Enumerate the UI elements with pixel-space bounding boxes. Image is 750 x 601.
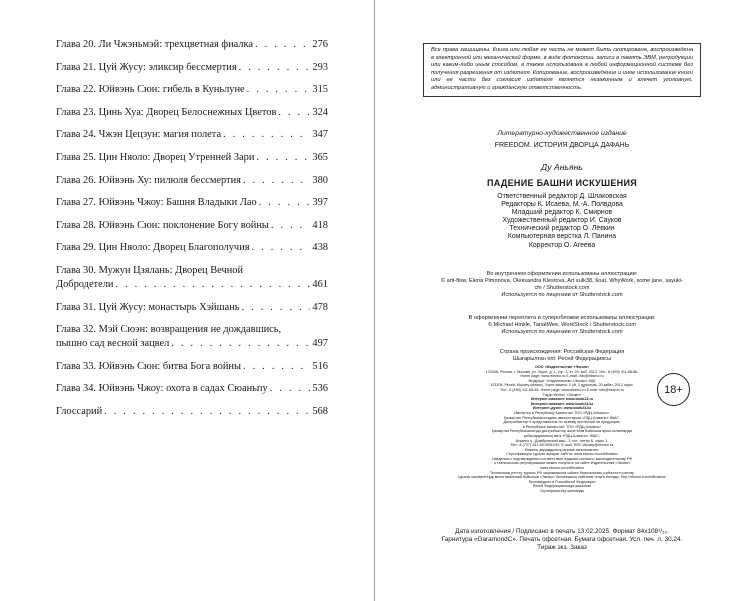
toc-entry xyxy=(56,151,328,165)
credit-line: В оформлении переплета и суперобложки использованы иллюстрации: xyxy=(468,315,656,321)
toc-leader-dots xyxy=(278,106,310,120)
publisher-line: Интернет-магазин: www.book24.kz xyxy=(530,401,594,406)
toc-title: Глава 24. Чжэн Цецзун: магия полета xyxy=(56,129,222,141)
genre-label: Литературно-художественное издание xyxy=(497,130,627,137)
toc-leader-dots xyxy=(247,83,311,97)
staff-line: Компьютерная верстка Л. Панина xyxy=(507,233,617,241)
toc-leader-dots xyxy=(252,241,311,255)
publisher-line: Техникалық реттеу туралы РФ заңнамасына сәйкес басылымның сәйкестігін растау xyxy=(490,470,634,475)
print-detail-line: Дата изготовления / Подписано в печать 13.02.2025. Формат 84x108¹/₃₂. xyxy=(455,528,669,535)
toc-line xyxy=(56,106,328,120)
publisher-line: Тауар белгісі: «Эксмо» xyxy=(542,392,582,397)
publisher-line: туралы мәліметтерді мына мекенжай бойынша «Эксмо» баспасының сайтынан алуға болады: http://eksmo.ru/certification/ xyxy=(457,475,667,480)
toc-title: Глава 25. Цин Няоло: Дворец Утренней Зари xyxy=(56,151,255,163)
toc-line xyxy=(56,38,328,52)
toc-line xyxy=(56,241,328,255)
toc-entry xyxy=(56,264,328,292)
toc-entry xyxy=(56,174,328,188)
toc-title: Глава 26. Юйвэнь Ху: пилюля бессмертия xyxy=(56,174,241,186)
publisher-line: Импортер в Республику Казахстан ТОО «РДЦ-Алматы». xyxy=(513,410,611,415)
origin-line: Шығарылған елі: Ресей Федерациясы xyxy=(512,356,612,362)
toc-page-number: 347 xyxy=(312,129,328,141)
interior-illustrations-credits xyxy=(423,271,701,299)
toc-leader-dots xyxy=(239,61,311,75)
publisher-line: в Республике Казахстан: ТОО «РДЦ-Алматы» xyxy=(522,424,602,429)
toc-title: Глава 29. Цин Няоло: Дворец Благополучия xyxy=(56,242,250,254)
toc-entry xyxy=(56,405,328,419)
credit-line: chi / Shutterstock.com xyxy=(534,285,590,291)
toc-leader-dots xyxy=(104,405,310,419)
publisher-line: www.eksmo.ru/certification xyxy=(540,466,584,471)
toc-title-line: Глава 32. Мэй Сюэн: возвращения не дождавшись, xyxy=(56,324,282,336)
publisher-line: Тел.: 8 (495) 411-68-86. Home page: www.eksmo.ru E-mail: info@eksmo.ru xyxy=(500,387,624,392)
toc-page-number: 438 xyxy=(312,242,328,254)
toc-line xyxy=(56,360,328,374)
publisher-line: Дистрибьютор и представитель по приему претензий на продукцию, xyxy=(503,420,621,425)
credit-line: Используется по лицензии от Shutterstock.com xyxy=(501,329,623,335)
toc-entry xyxy=(56,219,328,233)
publisher-line: қабылдаушының өкілі «РДЦ-Алматы» ЖШС, xyxy=(523,433,601,438)
toc-leader-dots xyxy=(256,151,310,165)
staff-line: Корректор О. Агеева xyxy=(528,241,596,249)
toc-page-number: 315 xyxy=(312,84,328,96)
publisher-line: 123308, Россия, г. Москва, ул. Зорге, д. 1, стр. 1, эт. 20, каб. 2013. Тел.: 8 (495) 411-68-86. xyxy=(485,369,639,374)
toc-leader-dots xyxy=(270,382,311,396)
toc-page-number: 380 xyxy=(312,174,328,186)
toc-title: Глава 31. Цуй Жусу: монастырь Хэйшань xyxy=(56,301,240,313)
toc-entry xyxy=(56,83,328,97)
toc-leader-dots xyxy=(271,219,311,233)
toc-title: Глоссарий xyxy=(56,405,103,417)
toc-page-number: 568 xyxy=(312,405,328,417)
toc-leader-dots xyxy=(223,128,310,142)
editorial-staff xyxy=(423,193,701,250)
publisher-line: ООО «Издательство «Эксмо» xyxy=(535,365,589,369)
toc-page-number: 461 xyxy=(312,278,328,290)
print-detail-line: Тираж экз. Заказ xyxy=(537,544,587,551)
toc-entry xyxy=(56,61,328,75)
toc-page-number: 478 xyxy=(312,301,328,313)
toc-line xyxy=(56,174,328,188)
toc-page-number: 536 xyxy=(312,383,328,395)
toc-title: Глава 28. Юйвэнь Сюн: поклонение Богу войны xyxy=(56,219,269,231)
staff-line: Ответственный редактор Д. Шлаковская xyxy=(497,193,627,200)
toc-title: Глава 33. Юйвэнь Сюн: битва Бога войны xyxy=(56,360,241,372)
toc-leader-dots xyxy=(242,301,311,315)
age-rating-badge: 18+ xyxy=(657,373,690,406)
publisher-line: Сведения о подтверждении соответствия издания согласно законодательству РФ xyxy=(491,456,633,461)
toc-line xyxy=(56,382,328,396)
toc-leader-dots xyxy=(243,174,310,188)
credit-line: © arti-flow, Elena Pimonova, Oleksandra Klestova, Art sulk38, 6oat, WhyWork, some jane, sayuki- xyxy=(440,278,684,284)
publisher-line: Интернет-дүкен: www.book24.kz xyxy=(532,406,592,411)
staff-line: Младший редактор К. Смирнов xyxy=(511,209,613,217)
publisher-line: Тел.: 8 (727) 251-59-90/91/92; E-mail: RDC-Almaty@eksmo.kz xyxy=(510,443,614,448)
toc-entry xyxy=(56,241,328,255)
credit-line: Используется по лицензии от Shutterstock.com xyxy=(501,292,623,298)
credit-line: Во внутреннем оформлении использованы иллюстрации: xyxy=(486,271,638,277)
toc-line xyxy=(56,278,328,292)
toc-entry xyxy=(56,128,328,142)
toc-line xyxy=(56,83,328,97)
toc-line xyxy=(56,219,328,233)
toc-page-number: 516 xyxy=(312,360,328,372)
toc-leader-dots xyxy=(115,278,310,292)
toc-title-line: Глава 30. Мужун Цзялань: Дворец Вечной xyxy=(56,264,244,276)
toc-leader-dots xyxy=(171,337,310,351)
rights-notice: Все права защищены. Книга или любая ее часть не может быть скопирована, воспроизведена в электронной или механической форме, в виде фотокопии, записи в память ЭВМ, репродукции или каким-либо иным способом, а также использована в любой информационной системе без получения разрешения от издателя. Копирование, воспроизведение и иное использование книги или ее части без согласия издателя является незаконным и влечет уголовную, административную и гражданскую ответственность. xyxy=(423,43,701,97)
toc-title: пышно сад весной зацвел xyxy=(56,338,170,350)
credit-line: © Michael Hinkle, TanatWee, WorkStock / Shutterstock.com xyxy=(487,322,637,328)
toc-leader-dots xyxy=(255,38,310,52)
country-of-origin xyxy=(423,349,701,363)
toc-page-number: 397 xyxy=(312,197,328,209)
toc-title: Глава 20. Ли Чжэньмэй: трехцветная фиалка xyxy=(56,39,254,50)
toc-title: Глава 21. Цуй Жусу: эликсир бессмертия xyxy=(56,61,237,73)
origin-line: Страна происхождения: Российская Федерация xyxy=(499,349,625,355)
toc-page-number: 365 xyxy=(312,151,328,163)
toc-entry xyxy=(56,196,328,210)
publisher-line: 123308, Ресей, Мәскеу қаласы, Зорге көшесі, 1 үй, 1 құрылым, 20 қабат, 2013 офис. xyxy=(490,383,634,388)
publisher-line: Өндіруші: «Издательство «Эксмо» АҚБ xyxy=(528,378,596,383)
publisher-line: о техническом регулировании можно получить на сайте Издательства «Эксмо» xyxy=(493,461,631,466)
publisher-line: Home page: www.eksmo.ru E-mail: info@eksmo.ru xyxy=(520,374,604,379)
toc-page-number: 276 xyxy=(312,39,328,50)
toc-line xyxy=(56,151,328,165)
toc-page-number: 497 xyxy=(312,338,328,350)
publisher-line: Произведено в Российской Федерации xyxy=(528,479,596,484)
publisher-line: Сертификация туралы ақпарат сайтта: www.eksmo.ru/certification xyxy=(506,452,618,457)
toc-entry xyxy=(56,360,328,374)
publisher-line: Сертификаттау жатпайды xyxy=(539,489,585,494)
toc-entry xyxy=(56,106,328,120)
toc-leader-dots xyxy=(243,360,310,374)
publisher-line: Интернет-магазин: www.book24.ru xyxy=(530,397,594,402)
publisher-line: Ресей Федерациясында жасалған xyxy=(532,484,592,489)
author-name: Ду Аньянь xyxy=(541,162,583,172)
print-details xyxy=(423,528,701,552)
toc-line xyxy=(56,337,328,351)
series-name: FREEDOM. ИСТОРИЯ ДВОРЦА ДАФАНЬ xyxy=(494,142,630,149)
toc-title: Глава 23. Цинь Хуа: Дворец Белоснежных Цветов xyxy=(56,106,277,118)
publisher-line: Өнімнің жарамдылық мерзімі шектелмеген. xyxy=(524,447,600,452)
toc-line xyxy=(56,61,328,75)
toc-leader-dots xyxy=(259,196,311,210)
table-of-contents xyxy=(56,38,328,428)
publisher-line: Қазақстан Республикасындағы импорттаушы «РДЦ-Алматы» ЖШС. xyxy=(504,415,620,420)
toc-title: Глава 22. Юйвэнь Сюн: гибель в Куньлуне xyxy=(56,84,245,96)
toc-entry xyxy=(56,301,328,315)
print-detail-line: Гарнитура «GaramondC». Печать офсетная. Бумага офсетная. Усл. печ. л. 30,24. xyxy=(441,536,683,543)
toc-entry xyxy=(56,382,328,396)
publisher-line: Қазақстан Республикасында дистрибьютор және өнім бойынша арыз-талаптарды xyxy=(491,429,633,434)
left-page xyxy=(0,0,374,601)
staff-line: Художественный редактор И. Сауков xyxy=(502,217,622,225)
toc-page-number: 293 xyxy=(312,61,328,73)
right-page xyxy=(375,0,750,601)
toc-line xyxy=(56,196,328,210)
toc-line xyxy=(56,301,328,315)
staff-line: Редакторы К. Исаева, М.-А. Полвдова xyxy=(501,201,623,209)
toc-page-number: 324 xyxy=(312,106,328,118)
staff-line: Технический редактор О. Лёвкин xyxy=(509,225,615,233)
toc-entry xyxy=(56,38,328,52)
toc-entry xyxy=(56,323,328,351)
toc-line xyxy=(56,128,328,142)
publisher-line: Алматы қ., Домбровский көш., 3 «а», литер Б, офис 1. xyxy=(515,438,609,443)
cover-illustrations-credits xyxy=(423,315,701,336)
toc-title: Глава 34. Юйвэнь Чжоу: охота в садах Сюаньпу xyxy=(56,383,268,395)
toc-title: Глава 27. Юйвэнь Чжоу: Башня Владыки Лао xyxy=(56,197,257,209)
toc-page-number: 418 xyxy=(312,219,328,231)
toc-title: Добродетели xyxy=(56,278,114,290)
book-title: ПАДЕНИЕ БАШНИ ИСКУШЕНИЯ xyxy=(487,178,637,188)
toc-line xyxy=(56,405,328,419)
